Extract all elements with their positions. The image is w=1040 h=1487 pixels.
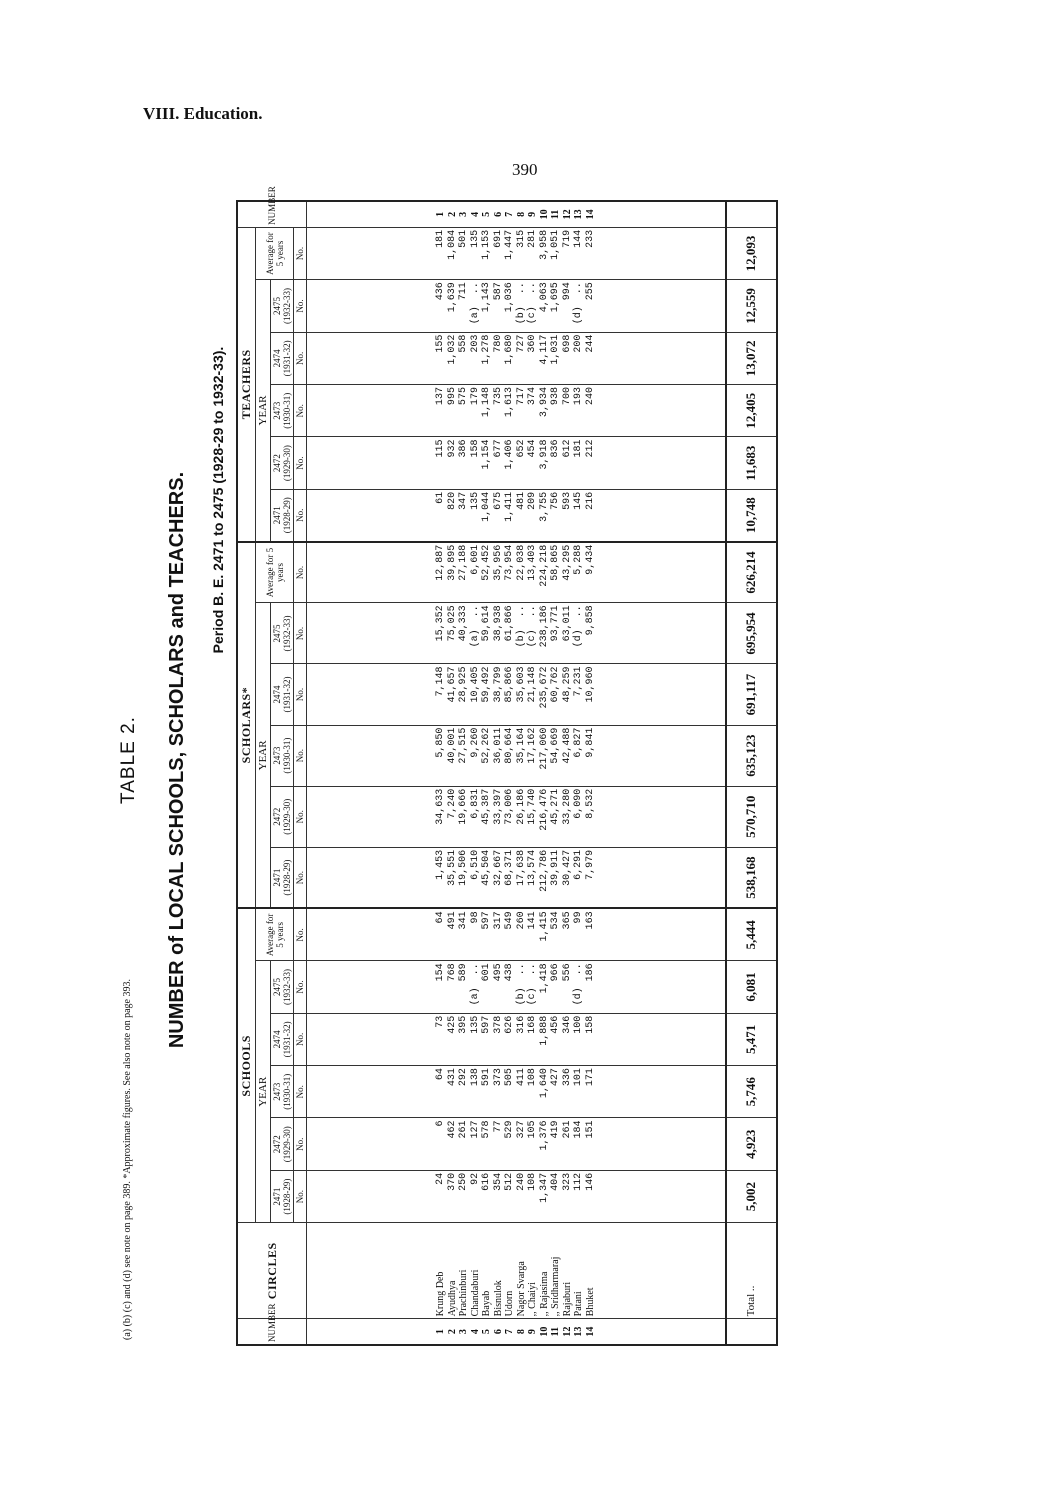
total-scholars-2472: 570,710 — [726, 786, 777, 847]
total-teachers-2475: 12,559 — [726, 280, 777, 332]
total-label: Total .. — [726, 1223, 777, 1319]
no-header: No. — [294, 542, 307, 603]
schools-2473: 64 431 292 138 591 373 505 411 108 1,640 427 336 101 171 — [307, 1066, 726, 1118]
no-header: No. — [294, 437, 307, 489]
year-header: 2472 (1929-30) — [271, 786, 294, 847]
total-schools-2472: 4,923 — [726, 1118, 777, 1170]
circle-names: Krung Deb Ayudhya Prachinburi Chandaburi Bayab Bisnulok Udorn Nagor Svarga ,, Chaiyi ,, Rajasima ,, Sridharmaraj Rajaburi Patani Bhuket — [307, 1223, 726, 1319]
year-header: 2472 (1929-30) — [271, 437, 294, 489]
teachers-average: 181 1,084 501 135 1,153 691 1,447 315 281 3,958 1,051 719 144 233 — [307, 227, 726, 279]
year-header: 2474 (1931-32) — [271, 1013, 294, 1065]
total-teachers-2471: 10,748 — [726, 489, 777, 541]
no-header: No. — [294, 385, 307, 437]
circles-header: CIRCLES — [237, 1223, 307, 1319]
schools-average: 64 491 341 98 597 317 549 260 141 1,415 534 365 99 163 — [307, 908, 726, 960]
schools-year-header: YEAR — [256, 961, 271, 1223]
year-header: 2471 (1928-29) — [271, 847, 294, 908]
no-header: No. — [294, 1013, 307, 1065]
total-teachers-average: 12,093 — [726, 227, 777, 279]
total-row — [726, 201, 777, 1345]
total-schools-2474: 5,471 — [726, 1013, 777, 1065]
scholars-average-header: Average for 5 years — [256, 542, 294, 603]
no-header: No. — [294, 332, 307, 384]
total-schools-average: 5,444 — [726, 908, 777, 960]
schools-2471: 24 370 250 92 616 354 512 240 108 1,347 404 323 112 146 — [307, 1170, 726, 1222]
table-title: NUMBER of LOCAL SCHOOLS, SCHOLARS and TEACHERS. — [166, 471, 188, 1049]
footnote: (a) (b) (c) and (d) see note on page 389. *Approximate figures. See also note on page 393. — [122, 979, 133, 1340]
schools-header: SCHOOLS — [237, 908, 256, 1222]
year-header: 2473 (1930-31) — [271, 725, 294, 786]
scholars-year-header: YEAR — [256, 603, 271, 909]
no-header: No. — [294, 1118, 307, 1170]
year-header: 2475 (1932-33) — [271, 603, 294, 664]
teachers-2473: 137 995 575 179 1,148 735 1,613 717 374 3,934 938 700 193 240 — [307, 385, 726, 437]
schools-2472: 6 462 261 127 578 77 529 327 105 1,376 419 261 184 151 — [307, 1118, 726, 1170]
table-row — [307, 201, 726, 1345]
year-header: 2474 (1931-32) — [271, 332, 294, 384]
section-header: VIII. Education. — [143, 104, 263, 123]
total-scholars-2473: 635,123 — [726, 725, 777, 786]
total-schools-2475: 6,081 — [726, 961, 777, 1013]
year-header: 2471 (1928-29) — [271, 1170, 294, 1222]
no-header: No. — [294, 489, 307, 541]
scholars-2472: 34,633 7,240 19,666 6,831 45,387 33,397 73,006 26,186 15,740 216,476 45,271 33,280 6,090 8,532 — [307, 786, 726, 847]
year-header: 2475 (1932-33) — [271, 280, 294, 332]
no-header: No. — [294, 603, 307, 664]
row-numbers: 1 2 3 4 5 6 7 8 9 10 11 12 13 14 — [307, 1319, 726, 1345]
teachers-2475: 436 1,639 711 (a) .. 1,143 587 1,036 (b) .. (c) .. 4,063 1,695 994 (d) .. 255 — [307, 280, 726, 332]
schools-2474: 73 425 395 135 597 378 626 316 168 1,888 456 346 100 158 — [307, 1013, 726, 1065]
total-scholars-2474: 691,117 — [726, 664, 777, 725]
total-teachers-2472: 11,683 — [726, 437, 777, 489]
no-header: No. — [294, 786, 307, 847]
scholars-2474: 7,148 41,657 28,925 10,405 59,492 38,799 85,866 35,603 21,148 235,672 60,762 48,259 7,231 10,960 — [307, 664, 726, 725]
scholars-average: 12,887 39,895 27,188 6,601 52,452 35,956 73,954 22,038 13,403 224,218 58,865 43,295 5,288 9,434 — [307, 542, 726, 603]
teachers-year-header: YEAR — [256, 280, 271, 542]
teachers-header: TEACHERS — [237, 227, 256, 541]
scholars-2475: 15,352 75,025 40,333 (a) .. 59,614 38,938 61,866 (b) .. (c) .. 238,186 93,771 63,011 (d) .. 9,858 — [307, 603, 726, 664]
no-header: No. — [294, 908, 307, 960]
number-header-left: NUMBER — [237, 1319, 307, 1345]
no-header: No. — [294, 227, 307, 279]
scholars-2473: 5,850 40,001 27,515 9,260 52,262 36,011 80,664 35,164 17,162 217,060 54,669 42,488 6,827 9,841 — [307, 725, 726, 786]
teachers-2471: 61 820 347 135 1,044 675 1,411 481 209 3,755 756 593 145 216 — [307, 489, 726, 541]
teachers-average-header: Average for 5 years — [256, 227, 294, 279]
total-scholars-average: 626,214 — [726, 542, 777, 603]
teachers-2472: 115 932 386 158 1,154 677 1,406 652 454 3,918 836 612 181 212 — [307, 437, 726, 489]
no-header: No. — [294, 847, 307, 908]
number-header-right: NUMBER — [237, 201, 307, 227]
total-schools-2473: 5,746 — [726, 1066, 777, 1118]
table-period: Period B. E. 2471 to 2475 (1928-29 to 1932-33). — [210, 346, 226, 654]
scholars-2471: 1,453 35,551 19,506 6,510 45,504 32,667 68,371 17,638 13,574 212,786 39,911 30,427 6,291 7,979 — [307, 847, 726, 908]
year-header: 2473 (1930-31) — [271, 1066, 294, 1118]
row-numbers-right: 1 2 3 4 5 6 7 8 9 10 11 12 13 14 — [307, 201, 726, 227]
no-header: No. — [294, 725, 307, 786]
year-header: 2472 (1929-30) — [271, 1118, 294, 1170]
no-header: No. — [294, 280, 307, 332]
no-header: No. — [294, 664, 307, 725]
page-number: 390 — [512, 160, 538, 179]
total-schools-2471: 5,002 — [726, 1170, 777, 1222]
total-teachers-2473: 12,405 — [726, 385, 777, 437]
total-scholars-2471: 538,168 — [726, 847, 777, 908]
schools-2475: 154 768 589 (a) .. 601 495 438 (b) .. (c) .. 1,418 966 556 (d) .. 186 — [307, 961, 726, 1013]
teachers-2474: 155 1,032 558 203 1,278 780 1,680 727 360 4,117 1,031 698 200 244 — [307, 332, 726, 384]
year-header: 2475 (1932-33) — [271, 961, 294, 1013]
statistics-table — [236, 186, 778, 1346]
no-header: No. — [294, 1170, 307, 1222]
table-label: TABLE 2. — [118, 716, 139, 804]
no-header: No. — [294, 1066, 307, 1118]
total-scholars-2475: 695,954 — [726, 603, 777, 664]
year-header: 2471 (1928-29) — [271, 489, 294, 541]
total-teachers-2474: 13,072 — [726, 332, 777, 384]
year-header: 2473 (1930-31) — [271, 385, 294, 437]
no-header: No. — [294, 961, 307, 1013]
schools-average-header: Average for 5 years — [256, 908, 294, 960]
year-header: 2474 (1931-32) — [271, 664, 294, 725]
scholars-header: SCHOLARS* — [237, 542, 256, 909]
